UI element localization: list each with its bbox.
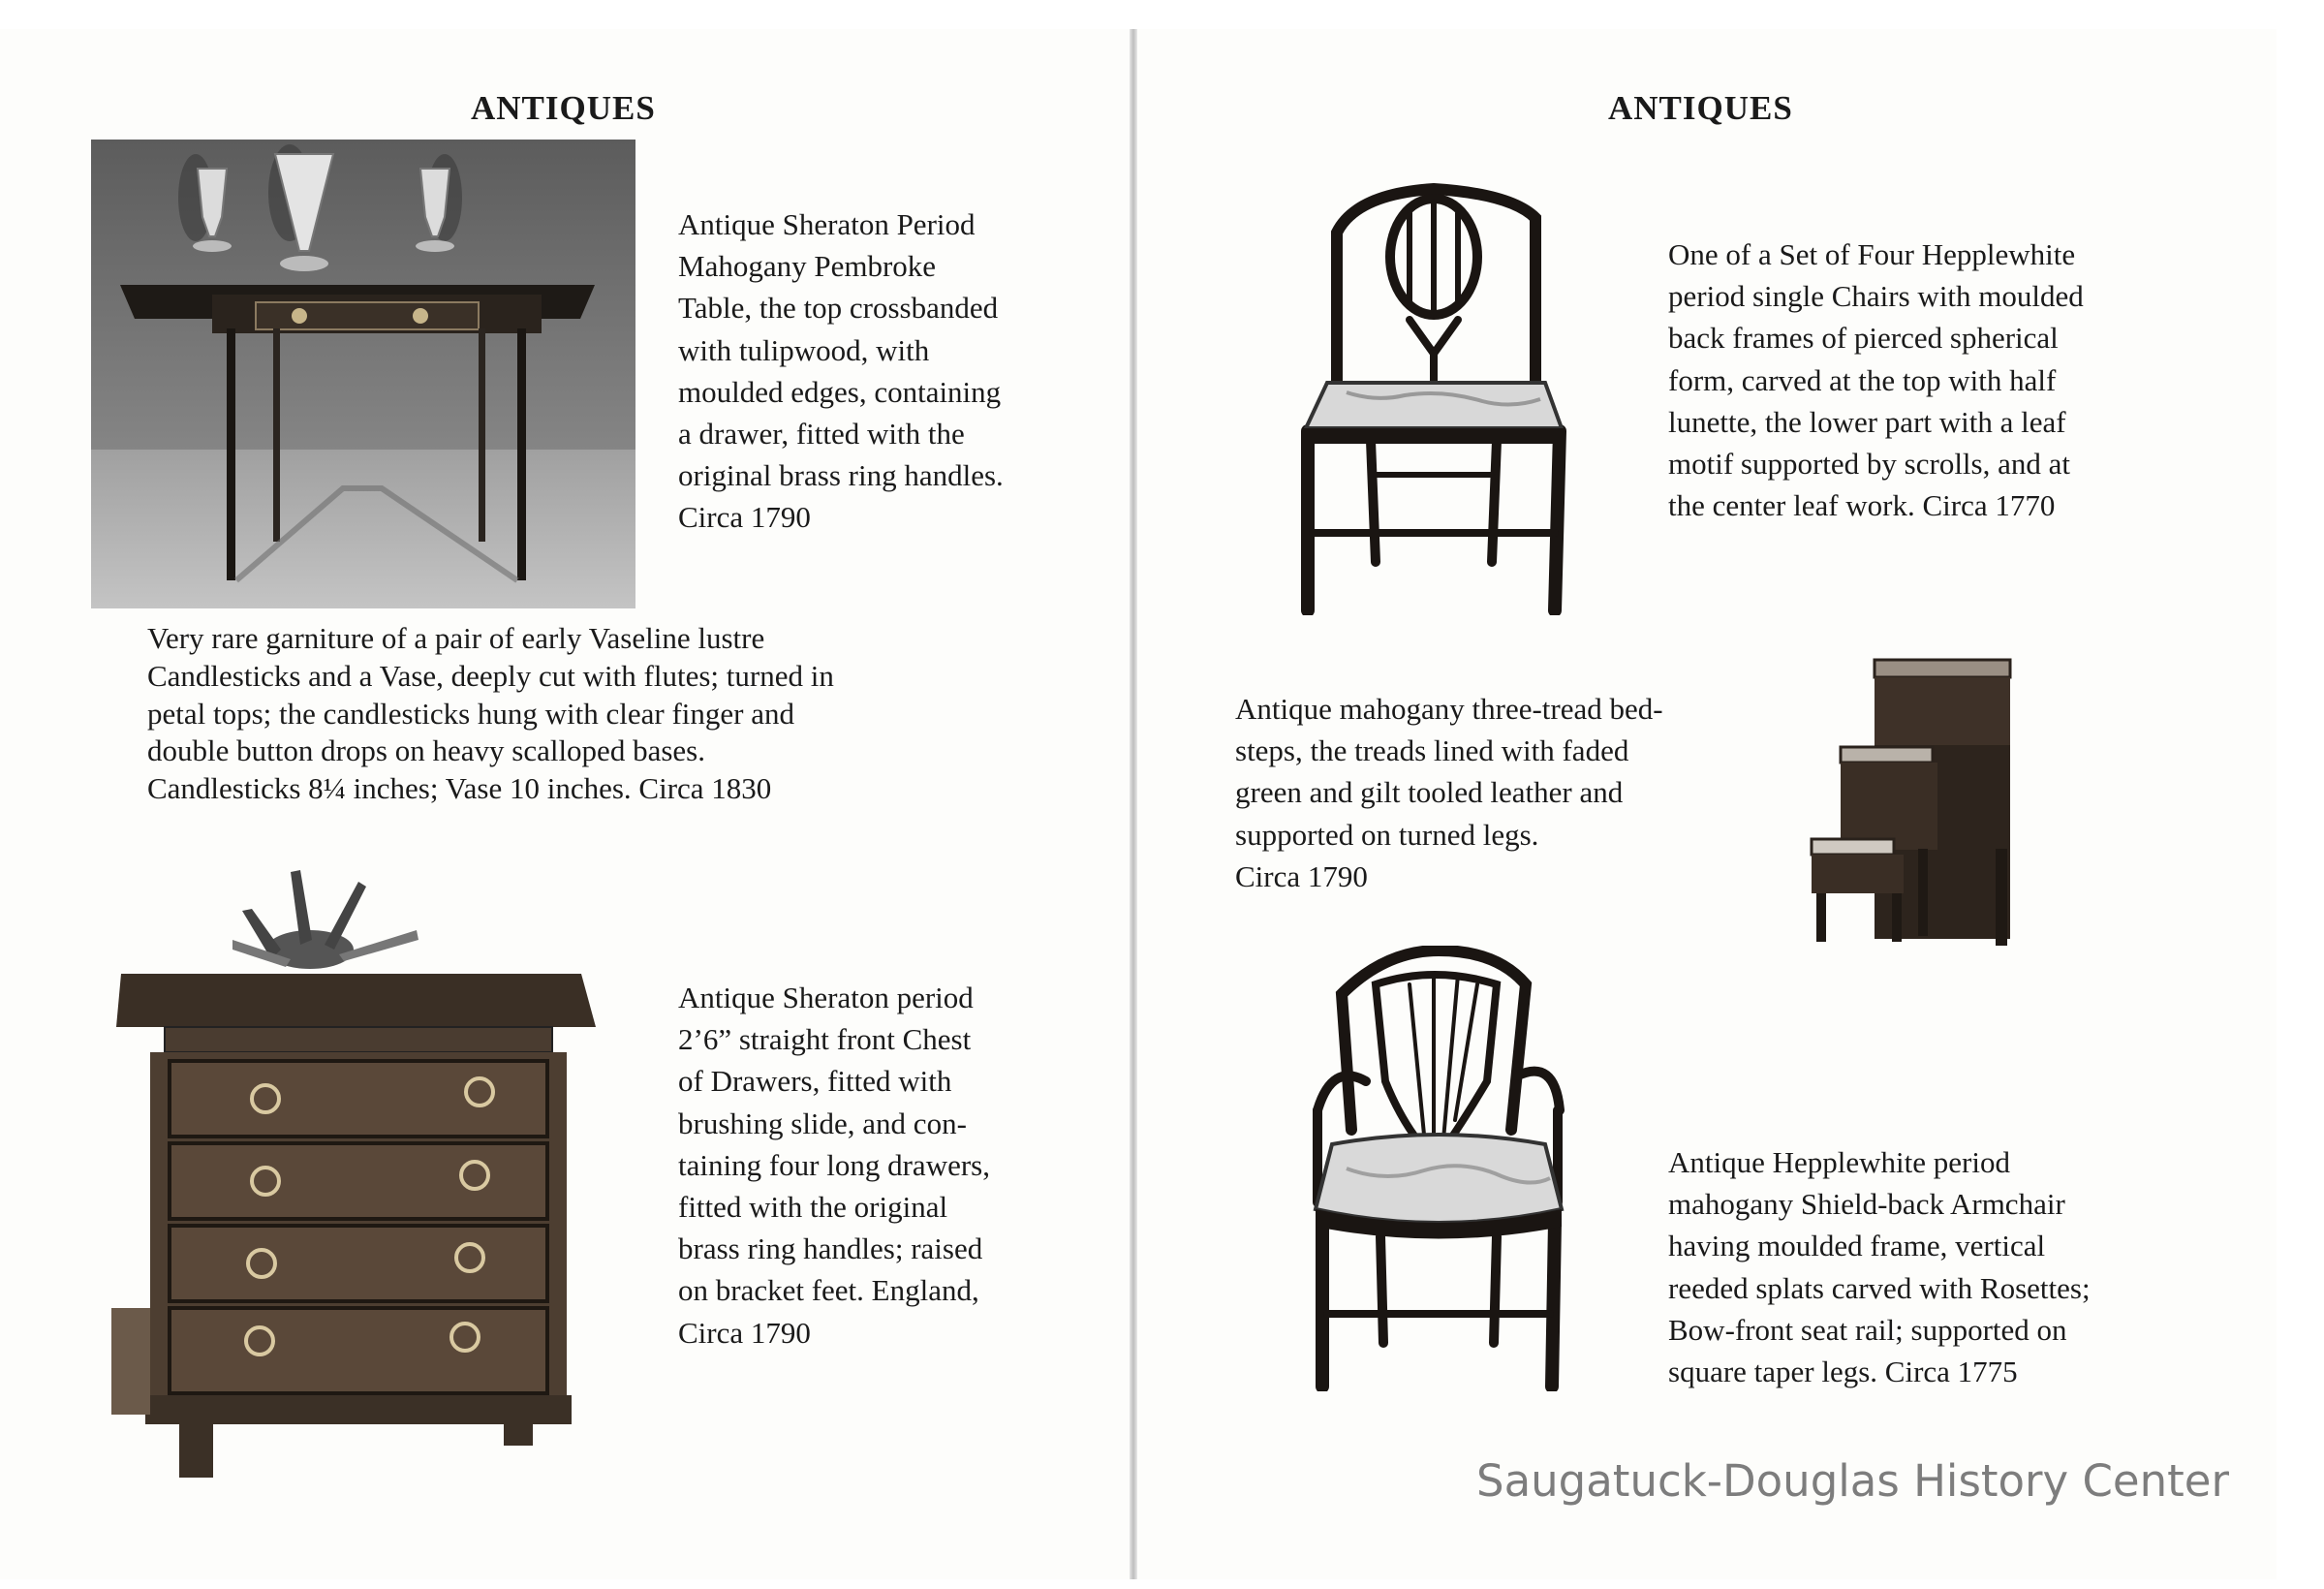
hepplewhite-chairs-description: One of a Set of Four Hepplewhite period single Chairs with moulded back frames of pierced spherical form, carved at the top with half lunette, the lower part with a leaf motif supported by scrolls, and at the center leaf work. Circa 1770 bbox=[1668, 237, 2084, 523]
armchair-description: Antique Hepplewhite period mahogany Shield-back Armchair having moulded frame, vertical reeded splats carved with Rosettes; Bow-front seat rail; supported on square taper legs. Circa 1775 bbox=[1668, 1145, 2091, 1389]
pembroke-table-description: Antique Sheraton Period Mahogany Pembroke Table, the top crossbanded with tulipwood, with moulded edges, containing a drawer, fitted with the original brass ring handles. Circa 1790 bbox=[678, 207, 1004, 535]
chest-of-drawers-photo bbox=[107, 853, 601, 1492]
right-page-heading: ANTIQUES bbox=[1608, 89, 1793, 127]
left-page-heading: ANTIQUES bbox=[471, 89, 656, 127]
pembroke-table-photo bbox=[91, 140, 635, 608]
history-center-watermark: Saugatuck-Douglas History Center bbox=[1476, 1455, 2229, 1507]
bed-steps-photo bbox=[1807, 655, 2030, 950]
bed-steps-description: Antique mahogany three-tread bed- steps, the treads lined with faded green and gilt tooled leather and supported on turned legs. Circa 1790 bbox=[1235, 692, 1663, 893]
book-spine bbox=[1130, 29, 1137, 1579]
hepplewhite-chair-photo bbox=[1298, 174, 1569, 615]
shield-back-armchair-photo bbox=[1308, 946, 1569, 1391]
garniture-description: Very rare garniture of a pair of early Vaseline lustre Candlesticks and a Vase, deeply cut with flutes; turned in petal tops; the candlesticks hung with clear finger and double button drops on heavy scalloped bases. Candlesticks 8¼ inches; Vase 10 inches. Circa 1830 bbox=[147, 621, 834, 806]
chest-of-drawers-description: Antique Sheraton period 2’6” straight front Chest of Drawers, fitted with brushing slide, and con- taining four long drawers, fitted with the original brass ring handles; raised on bracket feet. England, Circa 1790 bbox=[678, 981, 990, 1350]
